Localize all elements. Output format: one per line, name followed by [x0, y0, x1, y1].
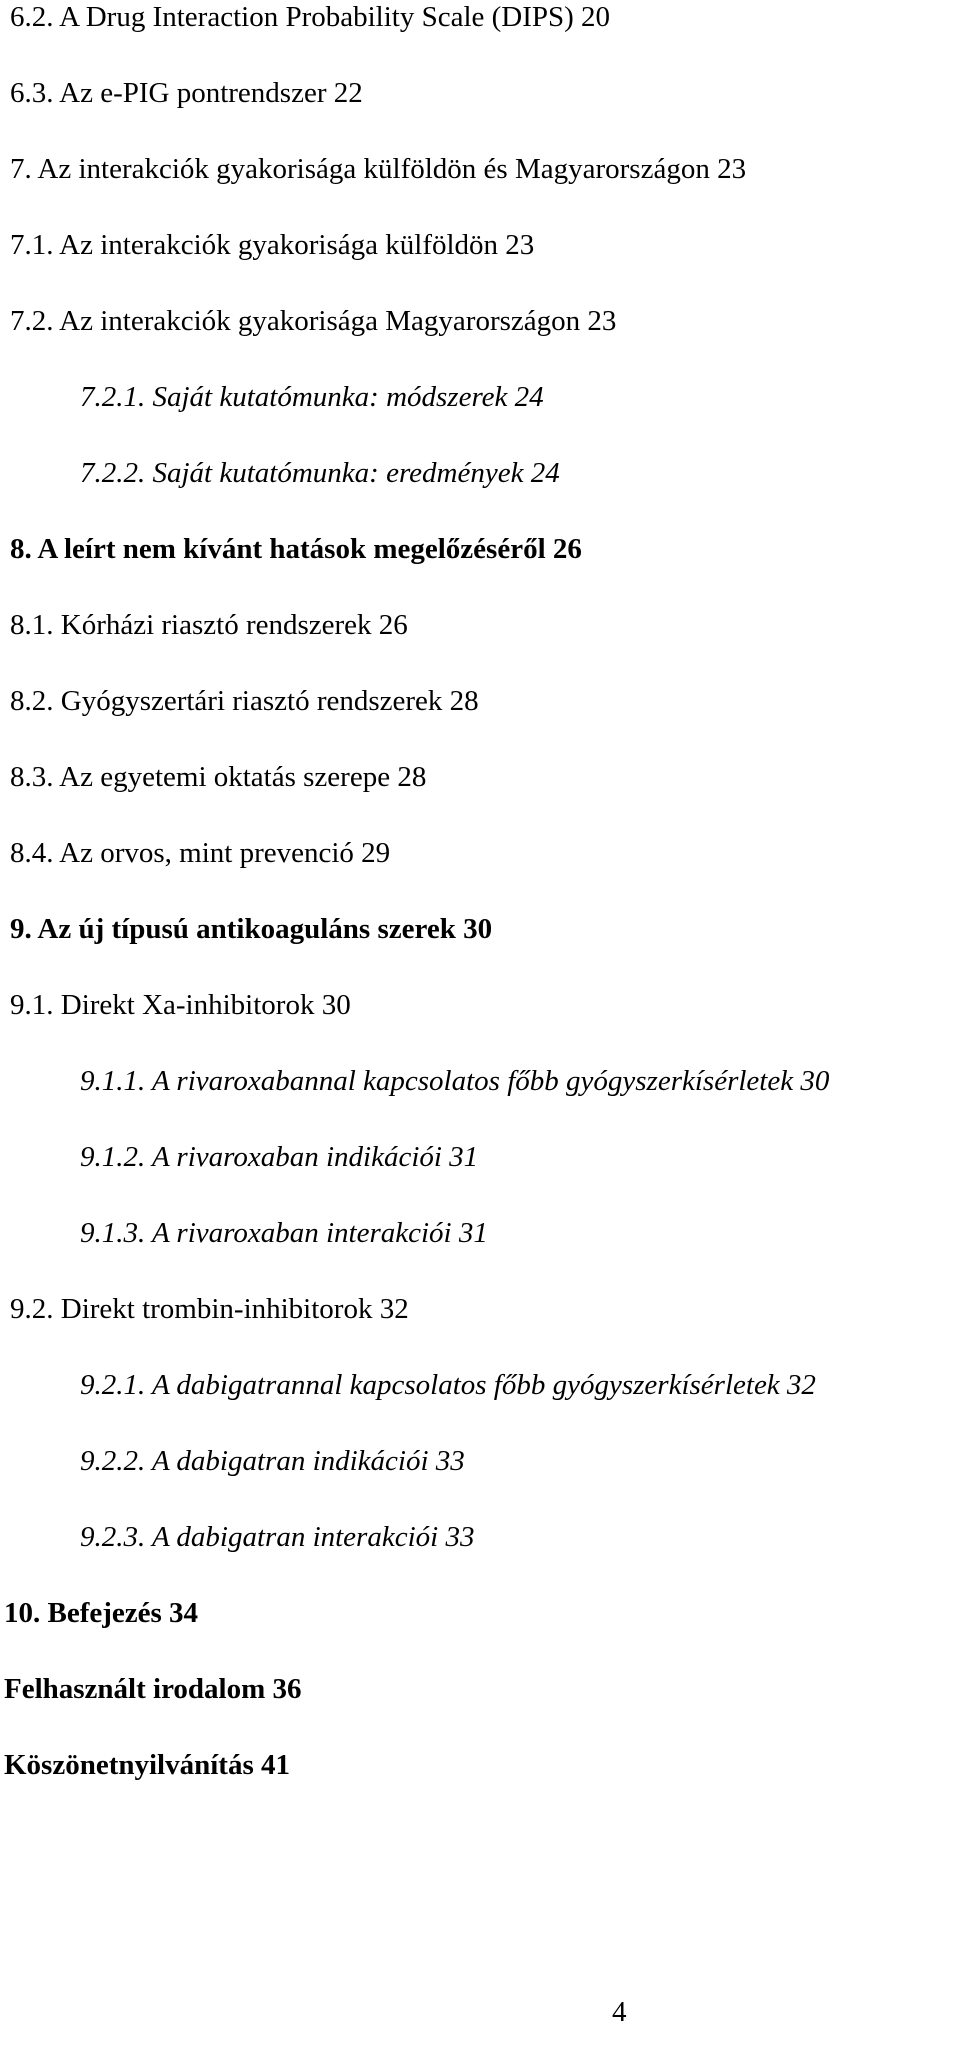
toc-entry-9-2: 9.2. Direkt trombin-inhibitorok 32 — [10, 1293, 409, 1325]
toc-entry-7-1: 7.1. Az interakciók gyakorisága külföldön 23 — [10, 229, 535, 261]
toc-entry-9-1-3: 9.1.3. A rivaroxaban interakciói 31 — [80, 1217, 488, 1249]
toc-entry-9-1: 9.1. Direkt Xa-inhibitorok 30 — [10, 989, 351, 1021]
toc-entry-acknowledgements: Köszönetnyilvánítás 41 — [4, 1749, 290, 1781]
toc-entry-9-2-1: 9.2.1. A dabigatrannal kapcsolatos főbb gyógyszerkísérletek 32 — [80, 1369, 816, 1401]
toc-entry-7-2: 7.2. Az interakciók gyakorisága Magyarországon 23 — [10, 305, 617, 337]
toc-entry-10: 10. Befejezés 34 — [4, 1597, 199, 1629]
toc-entry-9-1-2: 9.1.2. A rivaroxaban indikációi 31 — [80, 1141, 479, 1173]
toc-entry-6-2: 6.2. A Drug Interaction Probability Scale (DIPS) 20 — [10, 1, 611, 33]
toc-entry-9-1-1: 9.1.1. A rivaroxabannal kapcsolatos főbb gyógyszerkísérletek 30 — [80, 1065, 830, 1097]
toc-entry-8-2: 8.2. Gyógyszertári riasztó rendszerek 28 — [10, 685, 479, 717]
toc-entry-7: 7. Az interakciók gyakorisága külföldön és Magyarországon 23 — [10, 153, 747, 185]
toc-entry-9: 9. Az új típusú antikoaguláns szerek 30 — [10, 913, 493, 945]
toc-entry-7-2-1: 7.2.1. Saját kutatómunka: módszerek 24 — [80, 381, 544, 413]
toc-entry-8-3: 8.3. Az egyetemi oktatás szerepe 28 — [10, 761, 427, 793]
toc-entry-8: 8. A leírt nem kívánt hatások megelőzéséről 26 — [10, 533, 582, 565]
toc-entry-8-1: 8.1. Kórházi riasztó rendszerek 26 — [10, 609, 408, 641]
toc-entry-9-2-3: 9.2.3. A dabigatran interakciói 33 — [80, 1521, 475, 1553]
toc-entry-8-4: 8.4. Az orvos, mint prevenció 29 — [10, 837, 391, 869]
toc-entry-7-2-2: 7.2.2. Saját kutatómunka: eredmények 24 — [80, 457, 560, 489]
toc-entry-6-3: 6.3. Az e-PIG pontrendszer 22 — [10, 77, 363, 109]
toc-entry-references: Felhasznált irodalom 36 — [4, 1673, 302, 1705]
page-number: 4 — [612, 1996, 627, 2028]
toc-entry-9-2-2: 9.2.2. A dabigatran indikációi 33 — [80, 1445, 465, 1477]
